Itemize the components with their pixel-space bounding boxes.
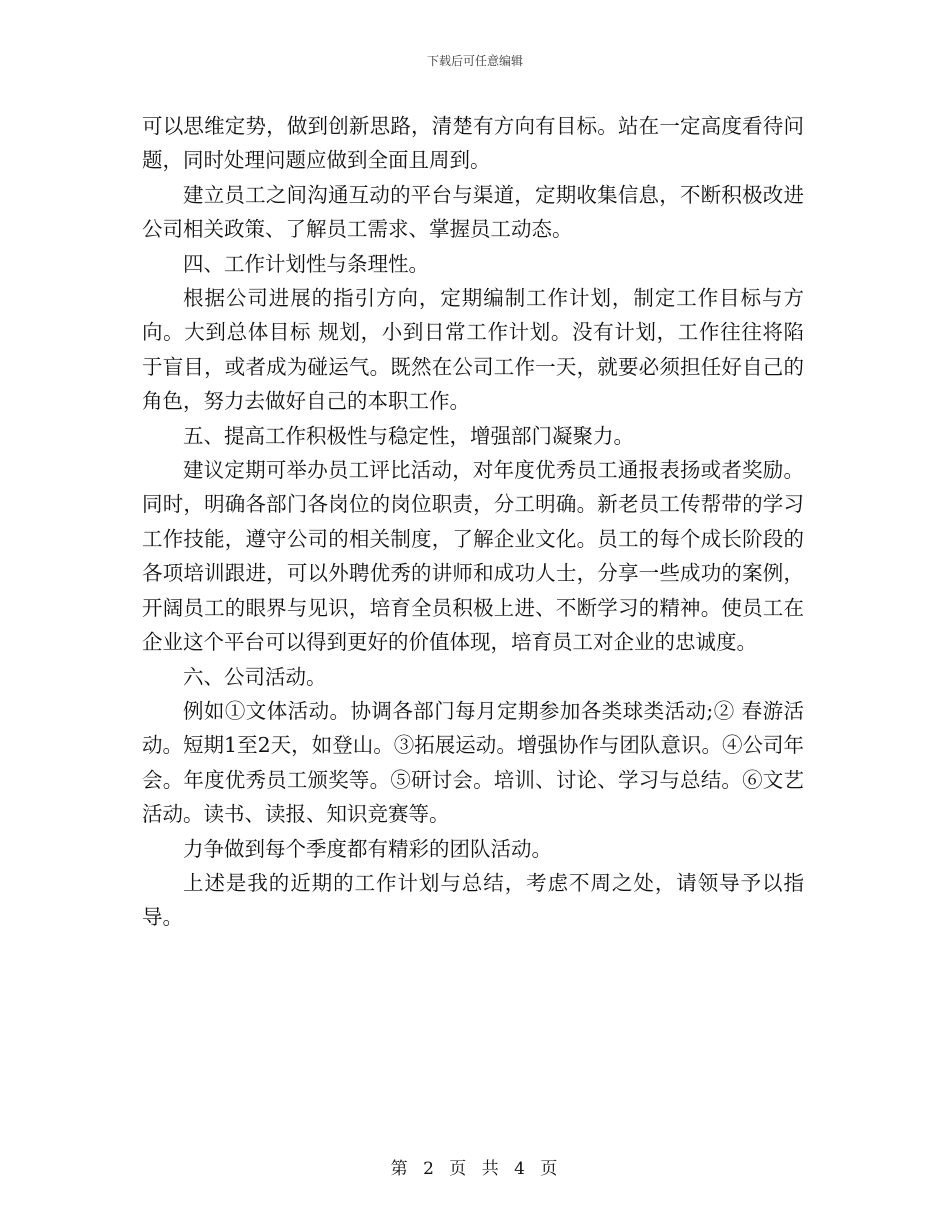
paragraph-employee-evaluation: 建议定期可举办员工评比活动，对年度优秀员工通报表扬或者奖励。同时，明确各部门各岗位的岗位职责，分工明确。新老员工传帮带的学习工作技能，遵守公司的相关制度，了解企业文化。员工的每个成长阶段的各项培训跟进，可以外聘优秀的讲师和成功人士，分享一些成功的案例，开阔员工的眼界与见识，培育全员积极上进、不断学习的精神。使员工在企业这个平台可以得到更好的价值体现，培育员工对企业的忠诚度。 xyxy=(142,458,804,655)
section-heading-5: 五、提高工作积极性与稳定性，增强部门凝聚力。 xyxy=(183,423,634,448)
paragraph-activities: 例如①文体活动。协调各部门每月定期参加各类球类活动;② 春游活动。短期1至2天，如登山。③拓展运动。增强协作与团队意识。④公司年会。年度优秀员工颁奖等。⑤研讨会。培训、讨论、学习与总结。⑥文艺活动。读书、读报、知识竞赛等。 xyxy=(142,698,804,827)
page-number-footer: 第 2 页 共 4 页 xyxy=(390,1159,560,1179)
section-heading-6: 六、公司活动。 xyxy=(183,664,327,689)
document-body xyxy=(142,109,804,935)
paragraph-quarterly-goal: 力争做到每个季度都有精彩的团队活动。 xyxy=(183,836,552,861)
section-heading-4: 四、工作计划性与条理性。 xyxy=(183,251,429,276)
paragraph-work-plan: 根据公司进展的指引方向，定期编制工作计划，制定工作目标与方向。大到总体目标 规划，小到日常工作计划。没有计划，工作往往将陷于盲目，或者成为碰运气。既然在公司工作一天，就要必须担任好自己的角色，努力去做好自己的本职工作。 xyxy=(142,286,804,414)
paragraph-communication-platform: 建立员工之间沟通互动的平台与渠道，定期收集信息，不断积极改进公司相关政策、了解员工需求、掌握员工动态。 xyxy=(142,182,804,242)
page-header-note: 下载后可任意编辑 xyxy=(426,54,523,68)
paragraph-continuation: 可以思维定势，做到创新思路，清楚有方向有目标。站在一定高度看待问题，同时处理问题应做到全面且周到。 xyxy=(142,114,804,173)
paragraph-closing: 上述是我的近期的工作计划与总结，考虑不周之处，请领导予以指导。 xyxy=(142,870,804,930)
